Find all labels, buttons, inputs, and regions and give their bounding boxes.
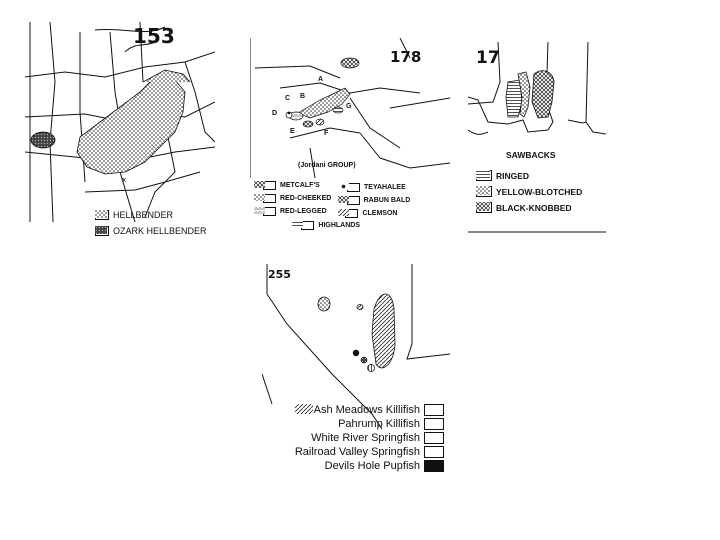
legend-item [95, 210, 173, 220]
legend-label: RED-CHEEKED [280, 195, 332, 202]
hline-swatch [301, 221, 314, 230]
jordani-map-panel [250, 38, 450, 234]
hellbender-range [77, 77, 185, 174]
metcalfs-range [341, 58, 359, 68]
legend-item [311, 432, 444, 444]
legend-label: Railroad Valley Springfish [294, 446, 420, 458]
svg-text:x: x [122, 176, 127, 184]
region-letter: E [290, 128, 295, 135]
hatch-swatch [345, 209, 358, 218]
legend-label: OZARK HELLBENDER [113, 226, 207, 236]
legend-label: RABUN BALD [363, 197, 411, 204]
map-number: 17 [476, 48, 500, 68]
legend-label: YELLOW-BLOTCHED [496, 186, 583, 197]
pahrump-killifish-range [361, 357, 367, 363]
legend-item [338, 418, 444, 430]
legend-item [338, 196, 410, 205]
region-letter: B [300, 93, 306, 100]
legend-label: RED-LEGGED [280, 208, 327, 215]
legend-item [476, 202, 572, 213]
dark-swatch [424, 418, 444, 430]
map-number: 255 [268, 268, 291, 281]
legend-item [476, 170, 529, 181]
legend-label: TEYAHALEE [364, 184, 406, 191]
hline-swatch [476, 170, 492, 181]
legend-label: White River Springfish [311, 432, 420, 444]
killifish-map-panel [262, 264, 450, 490]
ringed-sawback-range [506, 80, 522, 117]
legend-label: METCALF'S [280, 182, 320, 189]
hellbender-map-panel [25, 22, 215, 240]
legend-item [95, 226, 207, 236]
legend-label: Devils Hole Pupfish [324, 460, 420, 472]
cross-swatch [347, 196, 360, 205]
clemson-range [316, 119, 324, 125]
region-letter: A [318, 76, 324, 83]
legend-title: SAWBACKS [506, 150, 556, 160]
vline-swatch [424, 404, 444, 416]
legend-label: HELLBENDER [113, 210, 174, 220]
hatch-swatch [424, 446, 444, 458]
map-number: 178 [390, 48, 422, 66]
legend-label: Pahrump Killifish [338, 418, 420, 430]
legend-item [292, 221, 360, 230]
railroad-valley-springfish-range [372, 294, 395, 368]
hellbender-range-map [25, 22, 215, 240]
cross-swatch [263, 181, 276, 190]
legend-label: BLACK-KNOBBED [496, 202, 572, 213]
group-label: (Jordani GROUP) [298, 162, 356, 169]
solid-swatch [424, 460, 444, 472]
devils-hole-pupfish-range [353, 350, 359, 356]
ozark-hellbender-range [31, 132, 55, 148]
region-letter: G [346, 103, 352, 110]
dots-swatch [263, 194, 276, 203]
black-knobbed-range [532, 71, 554, 118]
white-river-springfish-range [318, 297, 330, 311]
region-letter: C [285, 95, 291, 102]
teyahalee-range [286, 112, 292, 118]
legend-item [476, 186, 582, 197]
stripe-swatch [263, 207, 276, 216]
legend-item [338, 183, 406, 192]
map-number: 153 [133, 24, 175, 48]
killifish-legend [295, 404, 444, 472]
red-cheeked-range [298, 88, 350, 118]
cross-swatch [476, 202, 492, 213]
region-letter: F [324, 130, 329, 137]
dot-center-swatch [347, 183, 360, 192]
legend-item [254, 194, 331, 203]
ash-meadows-killifish-range [368, 365, 375, 372]
rabun-bald-range [303, 121, 313, 127]
sawbacks-map-panel [468, 42, 606, 234]
legend-item [295, 446, 444, 458]
dots-swatch [95, 210, 109, 220]
dots-swatch [476, 186, 492, 197]
legend-item [254, 207, 327, 216]
legend-label: Ash Meadows Killifish [313, 404, 420, 416]
legend-item [254, 181, 320, 190]
dark-swatch [95, 226, 109, 236]
highlands-range [333, 107, 343, 113]
dots-swatch [424, 432, 444, 444]
legend-item [314, 404, 444, 416]
legend-item [325, 460, 444, 472]
legend-label: CLEMSON [362, 210, 398, 217]
legend-label: RINGED [496, 170, 530, 181]
legend-item [338, 209, 397, 218]
region-letter: D [272, 110, 278, 117]
legend-label: HIGHLANDS [318, 222, 361, 229]
